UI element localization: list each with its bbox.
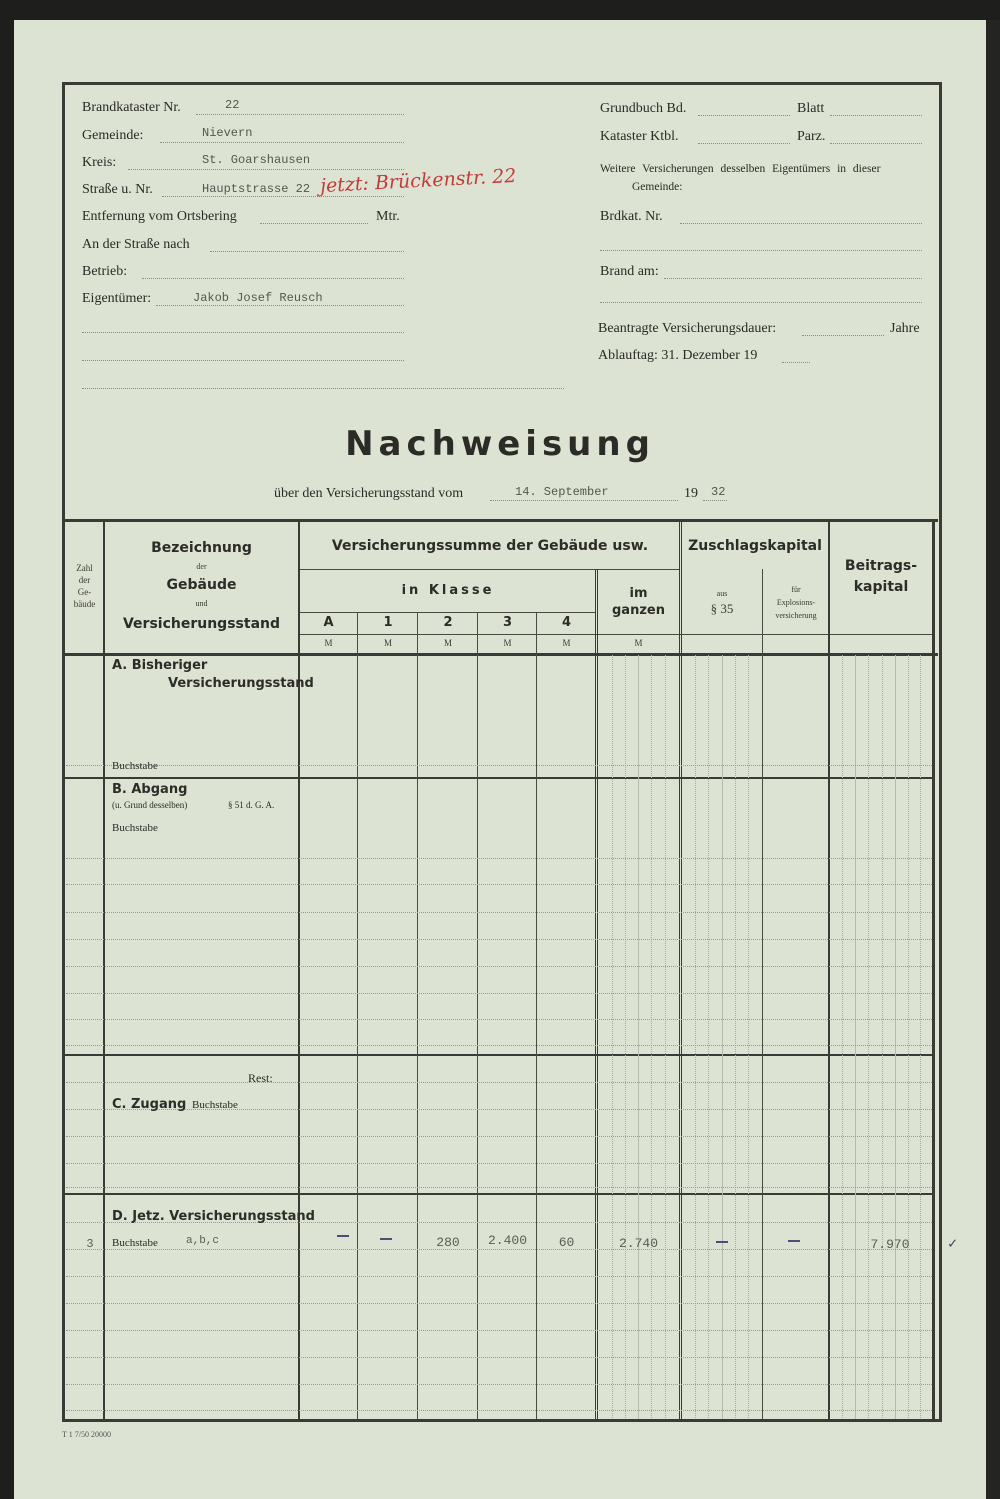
row-rule (66, 1163, 932, 1164)
year-value: 32 (711, 485, 726, 499)
section-b-grund: (u. Grund desselben) (112, 800, 188, 810)
subcol-dots (625, 655, 626, 1420)
header-zahl-line3: Ge- (77, 587, 92, 597)
weitere-versicherungen-label: Weitere Versicherungen desselben Eigentümers in dieser (600, 163, 881, 175)
subcol-dots (735, 655, 736, 1420)
row-d-zahl: 3 (86, 1237, 94, 1251)
section-d-buchstabe: Buchstabe (112, 1237, 158, 1249)
parz-label: Parz. (797, 129, 826, 144)
col-border-4 (595, 569, 598, 1420)
row-rule (66, 912, 932, 913)
row-rule (66, 884, 932, 885)
header-versicherungsstand: Versicherungsstand (122, 616, 280, 632)
row-rule (66, 1136, 932, 1137)
subcol-dots (612, 655, 613, 1420)
blatt-label: Blatt (797, 101, 825, 116)
row-d-aus35-dash (716, 1241, 728, 1243)
subcol-dots (665, 655, 666, 1420)
blank-line-left-3 (82, 388, 564, 389)
brand-am-line (664, 278, 922, 279)
header-aus: aus (716, 589, 728, 598)
row-d-buchstabe-value: a,b,c (186, 1235, 220, 1247)
gemeinde-label: Gemeinde: (82, 128, 144, 143)
subcol-dots (638, 655, 639, 1420)
table-top-border (64, 519, 938, 522)
col-border-im-ganzen (679, 520, 682, 1420)
row-rule (66, 1082, 932, 1083)
brdkat-label: Brdkat. Nr. (600, 209, 663, 224)
section-c-title: C. Zugang (112, 1097, 187, 1112)
row-rule (66, 1045, 932, 1046)
subcol-dots (882, 655, 883, 1420)
checkmark-icon: ✓ (948, 1236, 958, 1253)
grundbuch-line (698, 115, 790, 116)
print-code: T 1 7/50 20000 (62, 1430, 111, 1439)
kataster-label: Kataster Ktbl. (600, 129, 679, 144)
row-rule (66, 1410, 932, 1411)
row-rule (66, 939, 932, 940)
header-klasse-1: 1 (383, 615, 393, 630)
an-der-strasse-line (210, 251, 404, 252)
header-ganzen: ganzen (612, 603, 665, 618)
row-rule (66, 858, 932, 859)
row-rule (66, 993, 932, 994)
brandkataster-label: Brandkataster Nr. (82, 100, 181, 115)
versicherungsdauer-label: Beantragte Versicherungsdauer: (598, 321, 777, 336)
header-zuschlagskapital: Zuschlagskapital (688, 538, 822, 554)
entfernung-line (260, 223, 368, 224)
col-border-3 (536, 612, 537, 1420)
eigentuemer-value: Jakob Josef Reusch (193, 291, 323, 305)
entfernung-unit: Mtr. (376, 209, 400, 224)
row-rule (66, 1249, 932, 1250)
eigentuemer-line (156, 305, 404, 306)
section-c-buchstabe: Buchstabe (192, 1099, 238, 1111)
row-d-explosion-dash (788, 1240, 800, 1242)
blank-line-left-2 (82, 360, 404, 361)
kataster-line (698, 143, 790, 144)
subcol-dots (722, 655, 723, 1420)
header-im: im (629, 586, 648, 601)
section-a-subtitle: Versicherungsstand (168, 676, 314, 691)
versicherungsdauer-unit: Jahre (890, 321, 920, 336)
parz-line (830, 143, 922, 144)
subcol-dots (708, 655, 709, 1420)
row-rule (66, 1019, 932, 1020)
brdkat-line-2 (600, 250, 922, 251)
header-in-klasse: in Klasse (401, 583, 495, 598)
unit-klasse-2: M (443, 638, 452, 648)
header-klasse-a: A (323, 615, 334, 630)
header-zahl-line1: Zahl (76, 563, 93, 573)
subcol-dots (695, 655, 696, 1420)
gemeinde-line (160, 142, 404, 143)
versicherungsdauer-line (802, 335, 884, 336)
row-rule (66, 765, 932, 766)
section-b-title: B. Abgang (112, 782, 188, 797)
section-b-bottom (64, 1054, 934, 1056)
strasse-line (162, 196, 404, 197)
blatt-line (830, 115, 922, 116)
header-klasse-4: 4 (561, 615, 572, 630)
unit-klasse-4: M (562, 638, 571, 648)
row-rule (66, 966, 932, 967)
section-c-bottom (64, 1193, 934, 1195)
row-d-beitragskapital: 7.970 (870, 1237, 910, 1252)
unit-im-ganzen: M (634, 638, 643, 648)
col-border-2 (477, 612, 478, 1420)
ablauftag-label: Ablauftag: 31. Dezember 19 (598, 348, 758, 363)
section-b-paragraph: § 51 d. G. A. (228, 800, 275, 810)
subcol-dots (908, 655, 909, 1420)
kreis-value: St. Goarshausen (202, 153, 311, 167)
betrieb-label: Betrieb: (82, 264, 128, 279)
header-beitrags: Beitrags- (844, 558, 918, 574)
section-d-title: D. Jetz. Versicherungsstand (112, 1209, 315, 1224)
brdkat-line (680, 223, 922, 224)
grundbuch-label: Grundbuch Bd. (600, 101, 687, 116)
unit-klasse-3: M (503, 638, 512, 648)
gemeinde-value: Nievern (202, 126, 253, 140)
subcol-dots (920, 655, 921, 1420)
brand-am-label: Brand am: (600, 264, 659, 279)
row-d-klasse-1-dash (380, 1238, 392, 1240)
col-border-zahl (103, 520, 105, 1420)
header-divider-klassen (300, 612, 596, 613)
header-bottom-border (64, 653, 938, 656)
ablauftag-line (782, 362, 810, 363)
header-bezeichnung: Bezeichnung (151, 540, 252, 556)
kreis-line (128, 169, 404, 170)
row-rule (66, 1276, 932, 1277)
row-rule (66, 1187, 932, 1188)
subcol-dots (748, 655, 749, 1420)
col-border-right (932, 520, 935, 1420)
weitere-gemeinde-label: Gemeinde: (632, 181, 683, 193)
handwritten-street-correction: jetzt: Brückenstr. 22 (319, 164, 517, 198)
row-d-klasse-2: 280 (436, 1235, 460, 1250)
entfernung-label: Entfernung vom Ortsbering (82, 209, 237, 224)
col-border-explosion (828, 520, 830, 1420)
header-zahl-line4: bäude (73, 599, 96, 609)
brand-am-line-2 (600, 302, 922, 303)
row-rule (66, 1357, 932, 1358)
date-value: 14. September (515, 485, 609, 499)
section-a-bottom (64, 777, 934, 779)
subcol-dots (895, 655, 896, 1420)
section-a-title: A. Bisheriger (112, 658, 208, 673)
strasse-value: Hauptstrasse 22 (202, 182, 311, 196)
header-fuer: für (791, 585, 801, 594)
header-paragraph-35: § 35 (710, 601, 734, 616)
row-d-im-ganzen: 2.740 (618, 1236, 658, 1251)
col-border-bezeichnung (298, 520, 300, 1420)
col-border-1 (417, 612, 418, 1420)
row-d-klasse-4: 60 (558, 1235, 575, 1250)
section-a-buchstabe: Buchstabe (112, 760, 158, 772)
table-bottom-border (64, 1419, 938, 1422)
scan-background (986, 20, 1000, 1499)
row-rule (66, 1303, 932, 1304)
subcol-dots (855, 655, 856, 1420)
row-rule (66, 1384, 932, 1385)
row-d-klasse-3: 2.400 (487, 1233, 527, 1248)
col-border-aus35 (762, 569, 763, 1420)
betrieb-line (142, 278, 404, 279)
row-d-klasse-a-dash (337, 1235, 349, 1237)
header-klasse-2: 2 (443, 615, 453, 630)
an-der-strasse-label: An der Straße nach (82, 237, 190, 252)
row-rule (66, 1330, 932, 1331)
year-prefix: 19 (684, 486, 698, 501)
header-explosions: Explosions- (776, 598, 816, 607)
eigentuemer-label: Eigentümer: (82, 291, 152, 306)
header-versicherungssumme: Versicherungssumme der Gebäude usw. (331, 538, 649, 554)
year-line (703, 500, 727, 501)
header-versicherung: versicherung (775, 611, 817, 620)
header-zahl-line2: der (78, 575, 91, 585)
header-kapital: kapital (853, 579, 909, 595)
header-gebaeude: Gebäude (166, 577, 237, 593)
section-b-buchstabe: Buchstabe (112, 822, 158, 834)
kreis-label: Kreis: (82, 155, 117, 170)
document-title: Nachweisung (345, 424, 655, 464)
date-line (490, 500, 678, 501)
section-c-rest: Rest: (248, 1071, 273, 1085)
header-divider-units (300, 634, 934, 635)
brandkataster-value: 22 (225, 98, 240, 112)
subcol-dots (651, 655, 652, 1420)
header-klasse-3: 3 (502, 615, 513, 630)
col-border-a (357, 612, 358, 1420)
unit-klasse-a: M (324, 638, 333, 648)
header-zahl (66, 562, 103, 610)
header-und: und (195, 599, 208, 608)
header-der: der (196, 562, 207, 571)
subtitle-label: über den Versicherungsstand vom (274, 486, 464, 501)
subcol-dots (842, 655, 843, 1420)
blank-line-left-1 (82, 332, 404, 333)
subcol-dots (868, 655, 869, 1420)
strasse-label: Straße u. Nr. (82, 182, 153, 197)
unit-klasse-1: M (383, 638, 392, 648)
brandkataster-line (196, 114, 404, 115)
header-divider-klasse (300, 569, 680, 570)
